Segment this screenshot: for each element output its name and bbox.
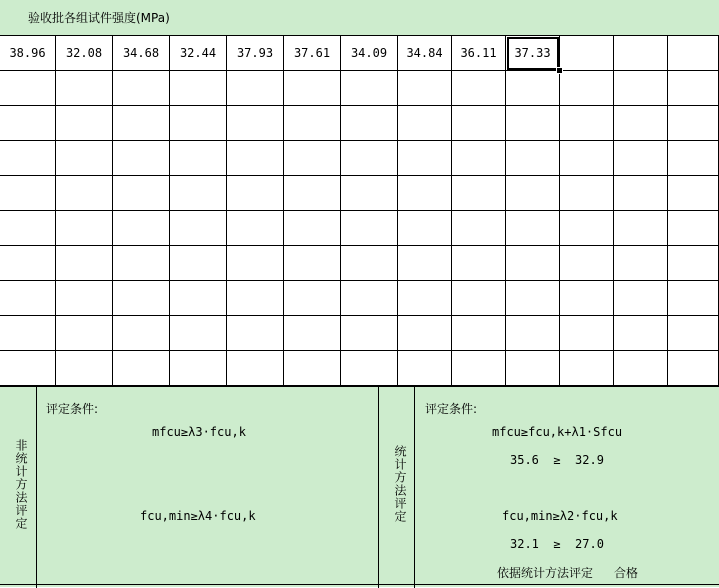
grid-cell[interactable] [284, 246, 341, 281]
grid-cell[interactable] [668, 141, 719, 176]
table-row [0, 176, 719, 211]
grid-cell[interactable] [284, 176, 341, 211]
table-header [0, 0, 719, 36]
table-row [0, 141, 719, 176]
grid-cell[interactable] [614, 211, 668, 246]
grid-cell[interactable] [614, 36, 668, 71]
grid-cell[interactable] [614, 106, 668, 141]
statistical-conclusion: 依据统计方法评定 [497, 566, 594, 580]
grid-cell[interactable] [284, 141, 341, 176]
grid-cell[interactable] [341, 211, 398, 246]
grid-cell[interactable] [668, 316, 719, 351]
divider [414, 387, 415, 588]
grid-cell[interactable] [113, 351, 170, 386]
table-row [0, 281, 719, 316]
grid-cell[interactable] [0, 106, 56, 141]
grid-cell[interactable] [113, 211, 170, 246]
grid-cell[interactable]: 34.84 [398, 36, 452, 71]
grid-cell[interactable] [284, 71, 341, 106]
grid-cell[interactable] [506, 141, 560, 176]
statistical-result: 合格 [614, 566, 639, 580]
grid-cell[interactable] [452, 281, 506, 316]
table-row [0, 36, 719, 71]
grid-cell[interactable] [113, 106, 170, 141]
grid-cell[interactable] [341, 351, 398, 386]
statistical-formula-2: fcu,min≥λ2·fcu,k [502, 509, 618, 523]
table-row [0, 351, 719, 386]
grid-cell[interactable] [668, 246, 719, 281]
grid-cell[interactable] [560, 246, 614, 281]
grid-cell[interactable] [284, 211, 341, 246]
grid-cell[interactable] [398, 316, 452, 351]
grid-cell[interactable] [668, 211, 719, 246]
grid-cell[interactable] [452, 351, 506, 386]
grid-cell[interactable]: 38.96 [0, 36, 56, 71]
grid-cell[interactable] [341, 316, 398, 351]
grid-cell[interactable] [227, 106, 284, 141]
grid-cell[interactable] [227, 351, 284, 386]
grid-cell[interactable] [506, 316, 560, 351]
grid-cell[interactable] [227, 71, 284, 106]
grid-cell[interactable] [0, 281, 56, 316]
grid-cell[interactable] [113, 316, 170, 351]
grid-cell[interactable] [170, 71, 227, 106]
grid-cell[interactable] [0, 141, 56, 176]
grid-cell[interactable] [170, 211, 227, 246]
grid-cell[interactable] [668, 351, 719, 386]
grid-cell[interactable]: 37.93 [227, 36, 284, 71]
grid-cell[interactable] [56, 106, 113, 141]
grid-cell[interactable] [614, 246, 668, 281]
grid-cell[interactable] [227, 141, 284, 176]
grid-cell[interactable] [227, 316, 284, 351]
statistical-formula-1: mfcu≥fcu,k+λ1·Sfcu [492, 425, 623, 439]
grid-cell[interactable]: 32.08 [56, 36, 113, 71]
grid-cell[interactable] [560, 36, 614, 71]
table-title: 验收批各组试件强度(MPa) [28, 11, 170, 25]
grid-cell[interactable] [56, 316, 113, 351]
table-row [0, 71, 719, 106]
grid-cell[interactable] [506, 281, 560, 316]
grid-cell[interactable] [560, 351, 614, 386]
divider [36, 387, 37, 588]
grid-cell[interactable] [170, 351, 227, 386]
grid-cell[interactable] [284, 316, 341, 351]
grid-cell[interactable] [56, 246, 113, 281]
grid-cell[interactable] [56, 176, 113, 211]
grid-cell[interactable] [113, 141, 170, 176]
grid-cell[interactable] [0, 176, 56, 211]
grid-cell[interactable] [506, 351, 560, 386]
fill-handle[interactable] [556, 67, 563, 74]
grid-cell[interactable] [113, 176, 170, 211]
grid-cell[interactable] [506, 106, 560, 141]
grid-cell[interactable] [560, 106, 614, 141]
grid-cell[interactable] [668, 281, 719, 316]
grid-cell[interactable] [284, 351, 341, 386]
grid-cell[interactable] [668, 106, 719, 141]
grid-cell[interactable] [0, 71, 56, 106]
grid-cell[interactable] [341, 71, 398, 106]
grid-cell[interactable]: 37.61 [284, 36, 341, 71]
grid-cell[interactable] [113, 281, 170, 316]
evaluation-section [0, 386, 719, 587]
grid-cell[interactable] [506, 211, 560, 246]
grid-cell[interactable] [506, 176, 560, 211]
table-row [0, 106, 719, 141]
grid-cell[interactable] [560, 141, 614, 176]
grid-cell[interactable] [56, 281, 113, 316]
grid-cell[interactable] [452, 316, 506, 351]
grid-cell[interactable] [113, 246, 170, 281]
grid-cell[interactable] [614, 316, 668, 351]
grid-cell[interactable] [341, 176, 398, 211]
grid-cell[interactable] [0, 211, 56, 246]
grid-cell[interactable] [398, 281, 452, 316]
grid-cell[interactable] [398, 176, 452, 211]
grid-cell[interactable] [284, 281, 341, 316]
grid-cell[interactable] [452, 71, 506, 106]
non-statistical-formula-1: mfcu≥λ3·fcu,k [152, 425, 246, 439]
grid-cell[interactable] [341, 106, 398, 141]
grid-cell[interactable] [614, 351, 668, 386]
grid-cell[interactable] [452, 106, 506, 141]
grid-cell[interactable] [170, 141, 227, 176]
statistical-side-label: 统计方法评定 [393, 445, 407, 523]
grid-cell[interactable] [506, 71, 560, 106]
grid-cell[interactable] [560, 281, 614, 316]
grid-cell[interactable]: 32.44 [170, 36, 227, 71]
non-statistical-formula-2: fcu,min≥λ4·fcu,k [140, 509, 256, 523]
grid-cell[interactable]: 34.68 [113, 36, 170, 71]
grid-cell[interactable] [668, 71, 719, 106]
grid-cell[interactable] [56, 141, 113, 176]
grid-cell[interactable] [614, 281, 668, 316]
non-statistical-criteria-label: 评定条件: [46, 402, 99, 416]
table-row [0, 316, 719, 351]
grid-cell[interactable] [170, 246, 227, 281]
grid-cell[interactable] [227, 246, 284, 281]
selected-cell[interactable]: 37.33 [506, 36, 560, 71]
grid-cell[interactable] [170, 316, 227, 351]
grid-cell[interactable] [560, 316, 614, 351]
grid-cell[interactable] [170, 106, 227, 141]
grid-cell[interactable] [452, 141, 506, 176]
non-statistical-side-label: 非统计方法评定 [14, 439, 28, 530]
grid-cell[interactable] [614, 71, 668, 106]
grid-cell[interactable] [170, 176, 227, 211]
grid-cell[interactable] [341, 281, 398, 316]
grid-cell[interactable] [170, 281, 227, 316]
grid-cell[interactable] [56, 211, 113, 246]
grid-cell[interactable] [668, 176, 719, 211]
grid-cell[interactable]: 36.11 [452, 36, 506, 71]
grid-cell[interactable] [614, 176, 668, 211]
grid-cell[interactable] [506, 246, 560, 281]
divider [378, 387, 379, 588]
grid-cell[interactable] [398, 351, 452, 386]
grid-cell[interactable] [227, 281, 284, 316]
grid-cell[interactable] [0, 316, 56, 351]
grid-cell[interactable] [0, 246, 56, 281]
grid-cell[interactable] [341, 141, 398, 176]
statistical-compare-2: 32.1 ≥ 27.0 [510, 537, 604, 551]
grid-cell[interactable] [452, 211, 506, 246]
grid-cell[interactable] [398, 246, 452, 281]
grid-cell[interactable] [560, 176, 614, 211]
grid-cell[interactable] [452, 246, 506, 281]
table-row [0, 246, 719, 281]
grid-cell[interactable] [614, 141, 668, 176]
grid-cell[interactable] [398, 71, 452, 106]
grid-cell[interactable] [113, 71, 170, 106]
grid-cell[interactable] [0, 351, 56, 386]
grid-cell[interactable] [227, 176, 284, 211]
statistical-compare-1: 35.6 ≥ 32.9 [510, 453, 604, 467]
grid-cell[interactable] [560, 71, 614, 106]
grid-cell[interactable] [452, 176, 506, 211]
table-row [0, 211, 719, 246]
grid-cell[interactable] [398, 211, 452, 246]
grid-cell[interactable] [398, 141, 452, 176]
statistical-criteria-label: 评定条件: [425, 402, 478, 416]
divider [0, 584, 719, 585]
grid-cell[interactable] [284, 106, 341, 141]
grid-cell[interactable] [560, 211, 614, 246]
grid-cell[interactable] [227, 211, 284, 246]
grid-cell[interactable] [398, 106, 452, 141]
grid-cell[interactable]: 34.09 [341, 36, 398, 71]
grid-cell[interactable] [341, 246, 398, 281]
grid-cell[interactable] [56, 71, 113, 106]
grid-cell[interactable] [668, 36, 719, 71]
grid-cell[interactable] [56, 351, 113, 386]
